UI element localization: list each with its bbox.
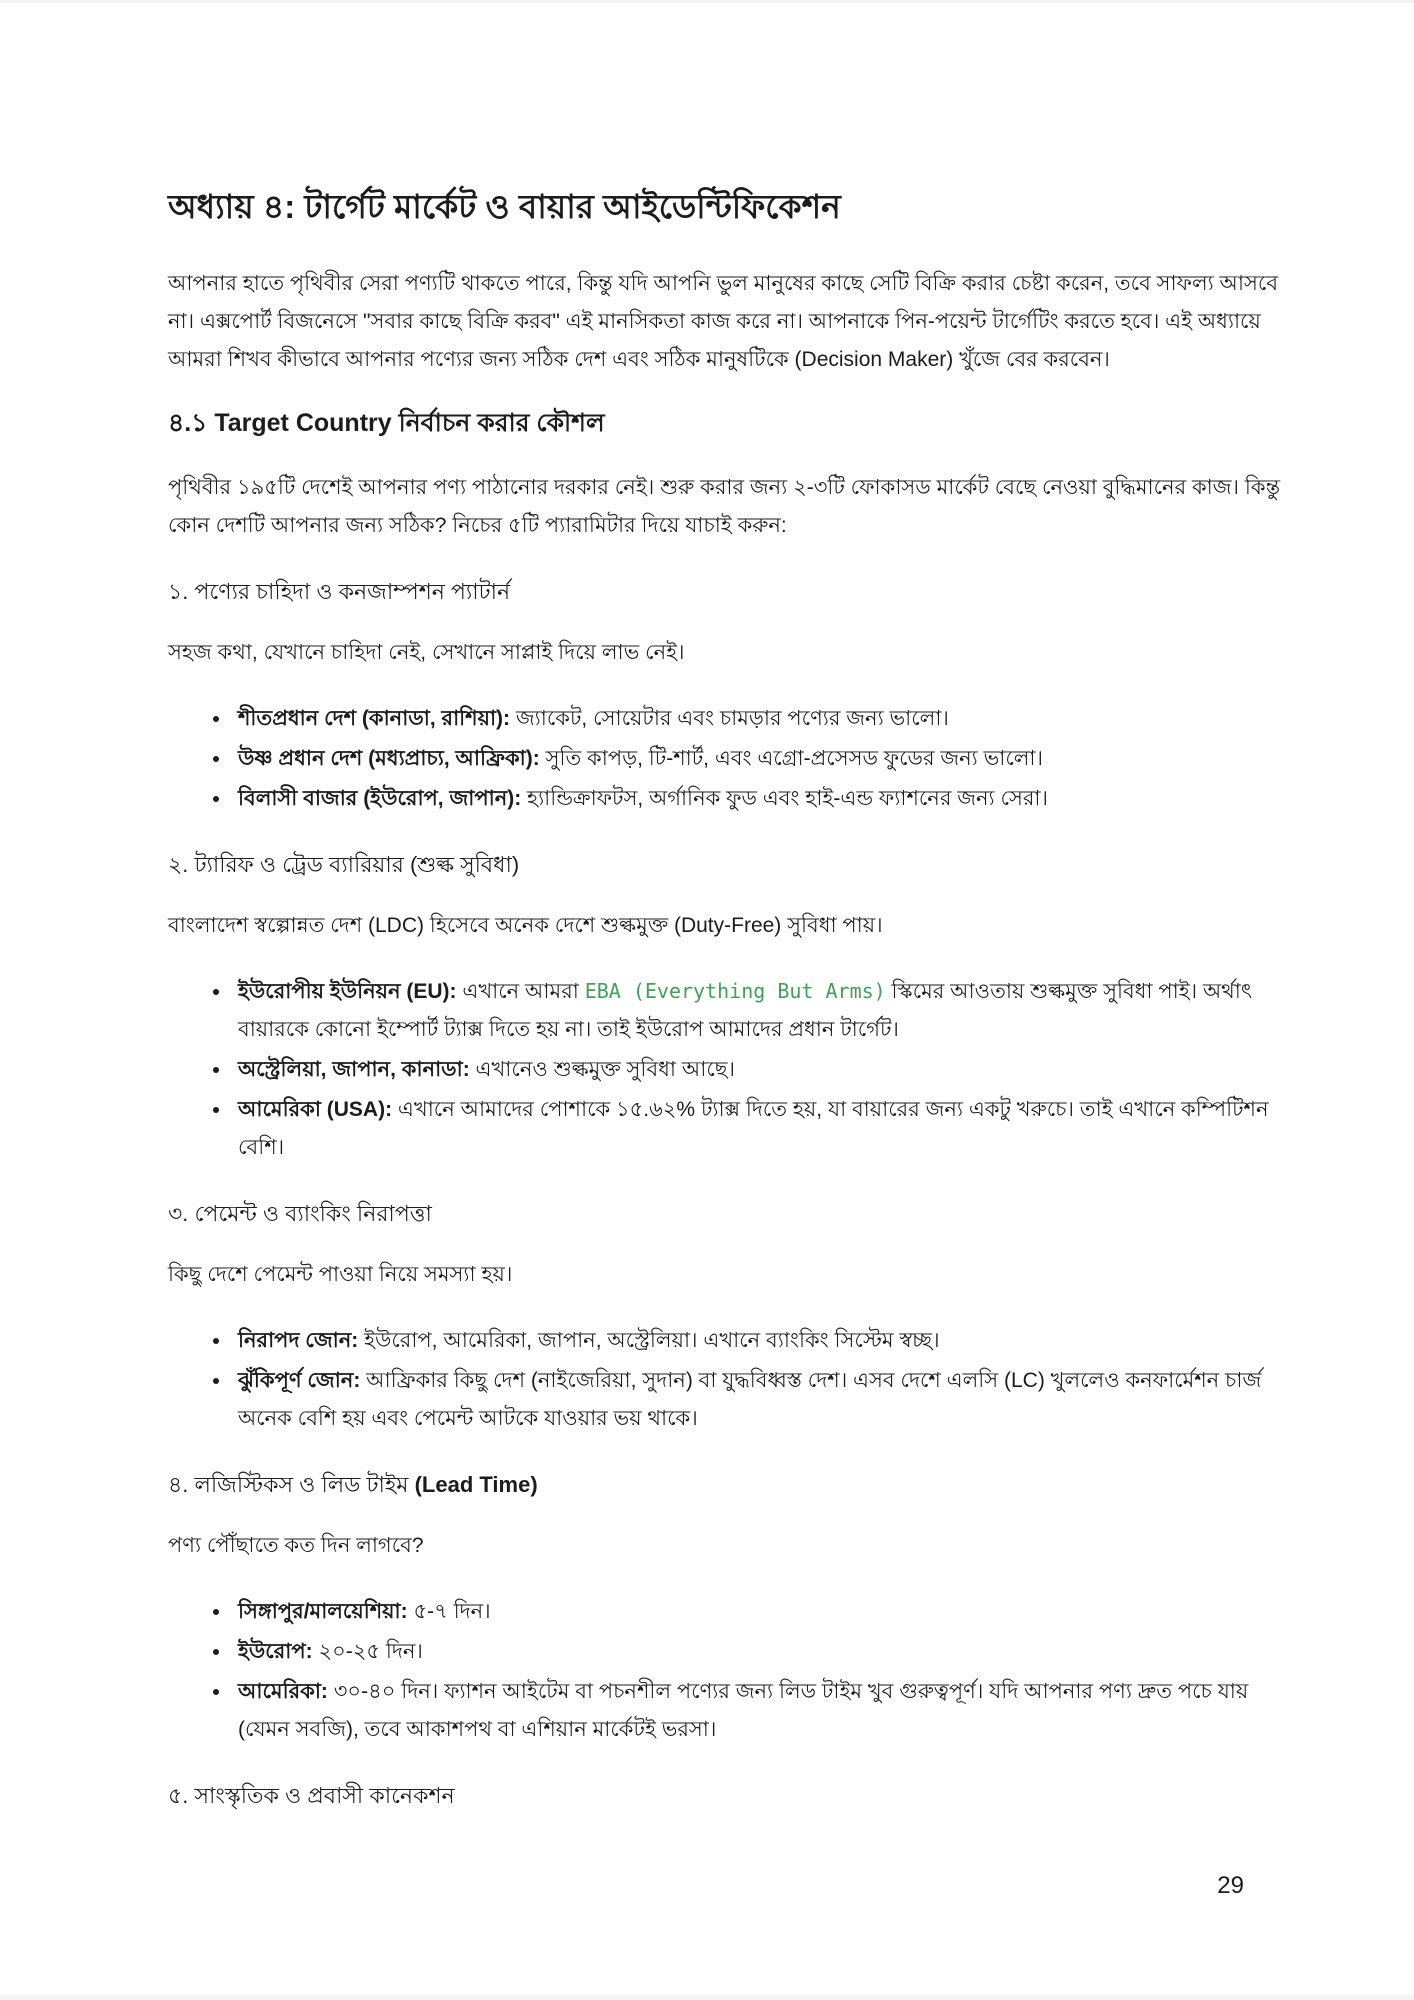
section-3-paragraph: কিছু দেশে পেমেন্ট পাওয়া নিয়ে সমস্যা হয়।: [168, 1263, 513, 1287]
section-4-heading-bold: (Lead Time): [414, 1472, 538, 1498]
section-2-heading-text: ২. ট্যারিফ ও ট্রেড ব্যারিয়ার (শুল্ক সুবিধা): [168, 852, 520, 878]
list-item: [232, 1593, 1284, 1631]
list-item-lead: উষ্ণ প্রধান দেশ (মধ্যপ্রাচ্য, আফ্রিকা):: [238, 747, 540, 771]
list-item-text: এখানে আমাদের পোশাকে ১৫.৬২% ট্যাক্স দিতে হয়, যা বায়ারের জন্য একটু খরুচে। তাই এখানে কম্পিটিশন বেশি।: [238, 1098, 1269, 1160]
list-item-text: ২০-২৫ দিন।: [312, 1640, 423, 1664]
list-item: [232, 1362, 1284, 1438]
list-item-lead: সিঙ্গাপুর/মালয়েশিয়া:: [238, 1600, 408, 1624]
list-item: [232, 1051, 1284, 1089]
section-2-paragraph: বাংলাদেশ স্বল্পোন্নত দেশ (LDC) হিসেবে অনেক দেশে শুল্কমুক্ত (Duty-Free) সুবিধা পায়।: [168, 914, 883, 938]
page-content: [168, 186, 1284, 1838]
list-item-text: সুতি কাপড়, টি-শার্ট, এবং এগ্রো-প্রসেসড ফুডের জন্য ভালো।: [539, 747, 1044, 771]
list-item: [232, 740, 1284, 778]
section-1-heading-text: ১. পণ্যের চাহিদা ও কনজাম্পশন প্যাটার্ন: [168, 579, 511, 605]
list-item-text: জ্যাকেট, সোয়েটার এবং চামড়ার পণ্যের জন্য ভালো।: [510, 707, 949, 731]
section-3-list: [168, 1322, 1284, 1438]
section-1-heading: [168, 575, 1284, 608]
list-item-lead: শীতপ্রধান দেশ (কানাডা, রাশিয়া):: [238, 707, 511, 731]
section-5-heading-text: ৫. সাংস্কৃতিক ও প্রবাসী কানেকশন: [168, 1783, 455, 1809]
list-item-lead: আমেরিকা:: [238, 1680, 328, 1704]
list-item-lead: নিরাপদ জোন:: [238, 1329, 359, 1353]
list-item-lead: ঝুঁকিপূর্ণ জোন:: [238, 1369, 361, 1393]
list-item-text: ইউরোপ, আমেরিকা, জাপান, অস্ট্রেলিয়া। এখানে ব্যাংকিং সিস্টেম স্বচ্ছ।: [358, 1329, 940, 1353]
list-item-text: ৩০-৪০ দিন। ফ্যাশন আইটেম বা পচনশীল পণ্যের জন্য লিড টাইম খুব গুরুত্বপূর্ণ। যদি আপনার পণ্য দ্রুত পচে যায় (যেমন সবজি), তবে আকাশপথ বা এশিয়ান মার্কেটই ভরসা।: [238, 1680, 1249, 1742]
intro-paragraph: আপনার হাতে পৃথিবীর সেরা পণ্যটি থাকতে পারে, কিন্তু যদি আপনি ভুল মানুষের কাছে সেটি বিক্রি করার চেষ্টা করেন, তবে সাফল্য আসবে না। এক্সপোর্ট বিজনেসে "সবার কাছে বিক্রি করব" এই মানসিকতা কাজ করে না। আপনাকে পিন-পয়েন্ট টার্গেটিং করতে হবে। এই অধ্যায়ে আমরা শিখব কীভাবে আপনার পণ্যের জন্য সঠিক দেশ এবং সঠিক মানুষটিকে (Decision Maker) খুঁজে বের করবেন।: [168, 271, 1279, 371]
list-item-text: ৫-৭ দিন।: [407, 1600, 491, 1624]
list-item-lead: বিলাসী বাজার (ইউরোপ, জাপান):: [238, 787, 522, 811]
section-3-heading-text: ৩. পেমেন্ট ও ব্যাংকিং নিরাপত্তা: [168, 1201, 432, 1227]
page-title: অধ্যায় ৪: টার্গেট মার্কেট ও বায়ার আইডেন্টিফিকেশন: [168, 188, 841, 225]
section-2-list: [168, 973, 1284, 1167]
subsection-intro-paragraph: পৃথিবীর ১৯৫টি দেশেই আপনার পণ্য পাঠানোর দরকার নেই। শুরু করার জন্য ২-৩টি ফোকাসড মার্কেট বেছে নেওয়া বুদ্ধিমানের কাজ। কিন্তু কোন দেশটি আপনার জন্য সঠিক? নিচের ৫টি প্যারামিটার দিয়ে যাচাই করুন:: [168, 476, 1281, 538]
list-item: [232, 700, 1284, 738]
subsection-title: ৪.১ Target Country নির্বাচন করার কৌশল: [168, 408, 605, 437]
section-1-list: [168, 700, 1284, 818]
page-edge-bottom: [0, 1995, 1414, 2000]
list-item-text: এখানে আমরা: [456, 980, 585, 1004]
list-item-lead: আমেরিকা (USA):: [238, 1098, 393, 1122]
section-2-heading: [168, 848, 1284, 881]
list-item-text: আফ্রিকার কিছু দেশ (নাইজেরিয়া, সুদান) বা যুদ্ধবিধ্বস্ত দেশ। এসব দেশে এলসি (LC) খুললেও কনফার্মেশন চার্জ অনেক বেশি হয় এবং পেমেন্ট আটকে যাওয়ার ভয় থাকে।: [238, 1369, 1262, 1431]
list-item: [232, 1091, 1284, 1167]
list-item-lead: ইউরোপীয় ইউনিয়ন (EU):: [238, 980, 457, 1004]
section-3-heading: [168, 1197, 1284, 1230]
page-edge-top: [0, 0, 1414, 3]
list-item: [232, 1322, 1284, 1360]
list-item-text: স্কিমের আওতায় শুল্কমুক্ত সুবিধা পাই। অর্থাৎ বায়ারকে কোনো ইম্পোর্ট ট্যাক্স দিতে হয় না। তাই ইউরোপ আমাদের প্রধান টার্গেট।: [238, 980, 1253, 1042]
section-4-list: [168, 1593, 1284, 1749]
list-item-lead: অস্ট্রেলিয়া, জাপান, কানাডা:: [238, 1058, 470, 1082]
eba-code-text: EBA (Everything But Arms): [584, 979, 886, 1004]
list-item: [232, 780, 1284, 818]
list-item-text: এখানেও শুল্কমুক্ত সুবিধা আছে।: [469, 1058, 735, 1082]
list-item-text: হ্যান্ডিক্রাফটস, অর্গানিক ফুড এবং হাই-এন্ড ফ্যাশনের জন্য সেরা।: [521, 787, 1049, 811]
list-item-lead: ইউরোপ:: [238, 1640, 313, 1664]
section-4-paragraph: পণ্য পৌঁছাতে কত দিন লাগবে?: [168, 1534, 424, 1558]
page-number: 29: [1217, 1872, 1244, 1899]
list-item: [232, 1633, 1284, 1671]
section-1-paragraph: সহজ কথা, যেখানে চাহিদা নেই, সেখানে সাপ্লাই দিয়ে লাভ নেই।: [168, 641, 685, 665]
list-item: [232, 973, 1284, 1049]
list-item: [232, 1673, 1284, 1749]
section-5-heading: [168, 1779, 1284, 1812]
section-4-heading-text: ৪. লজিস্টিকস ও লিড টাইম: [168, 1472, 415, 1498]
section-4-heading: [168, 1468, 1284, 1501]
